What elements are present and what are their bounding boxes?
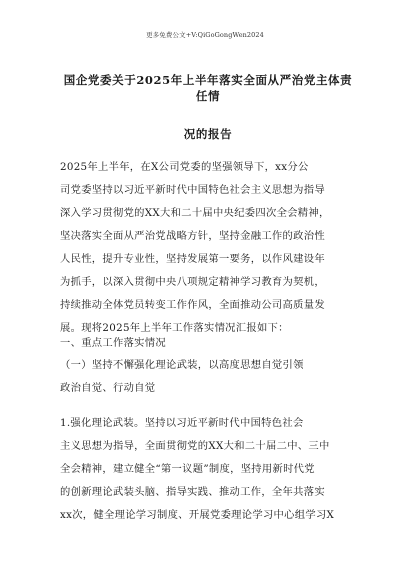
text-line: 政治自觉、行动自觉	[60, 382, 156, 394]
text-line: 1.强化理论武装。坚持以习近平新时代中国特色社会	[60, 417, 304, 429]
subsection-heading-1	[60, 354, 352, 400]
section-heading-1	[60, 332, 352, 355]
intro-paragraph	[60, 156, 352, 340]
text-line: 司党委坚持以习近平新时代中国特色社会主义思想为指导	[60, 184, 325, 196]
document-title-line-1: 国企党委关于2025年上半年落实全面从严治党主体责任情	[63, 73, 353, 103]
text-line: 2025年上半年，在X公司党委的坚强领导下，xx分公	[60, 161, 309, 173]
text-line: 全会精神，建立健全“第一议题”制度，坚持用新时代党	[60, 463, 315, 475]
text-line: 坚决落实全面从严治党战略方针，坚持金融工作的政治性	[60, 230, 325, 242]
text-line: 深入学习贯彻党的XX大和二十届中央纪委四次全会精神，	[60, 207, 330, 219]
text-line: 展。现将2025年上半年工作落实情况汇报如下：	[60, 322, 289, 334]
text-line: 主义思想为指导，全面贯彻党的XX大和二十届二中、三中	[60, 440, 330, 452]
text-line: 持续推动全体党员转变工作作风，全面推动公司高质量发	[60, 299, 325, 311]
header-watermark-note: 更多免费公文+V:QiGoGongWen2024	[146, 31, 264, 39]
text-line: 为抓手，以深入贯彻中央八项规定精神学习教育为契机，	[60, 276, 325, 288]
text-line: （一）坚持不懈强化理论武装，以高度思想自觉引领	[60, 359, 304, 371]
body-paragraph-theory	[60, 412, 352, 527]
text-line: 的创新理论武装头脑、指导实践、推动工作，全年共落实	[60, 486, 325, 498]
text-line: 人民性，提升专业性，坚持发展第一要务，以作风建设年	[60, 253, 325, 265]
text-line: xx次，健全理论学习制度、开展党委理论学习中心组学习X	[60, 509, 335, 521]
document-title-line-2: 况的报告	[183, 127, 233, 141]
text-line: 一、重点工作落实情况	[60, 337, 166, 349]
